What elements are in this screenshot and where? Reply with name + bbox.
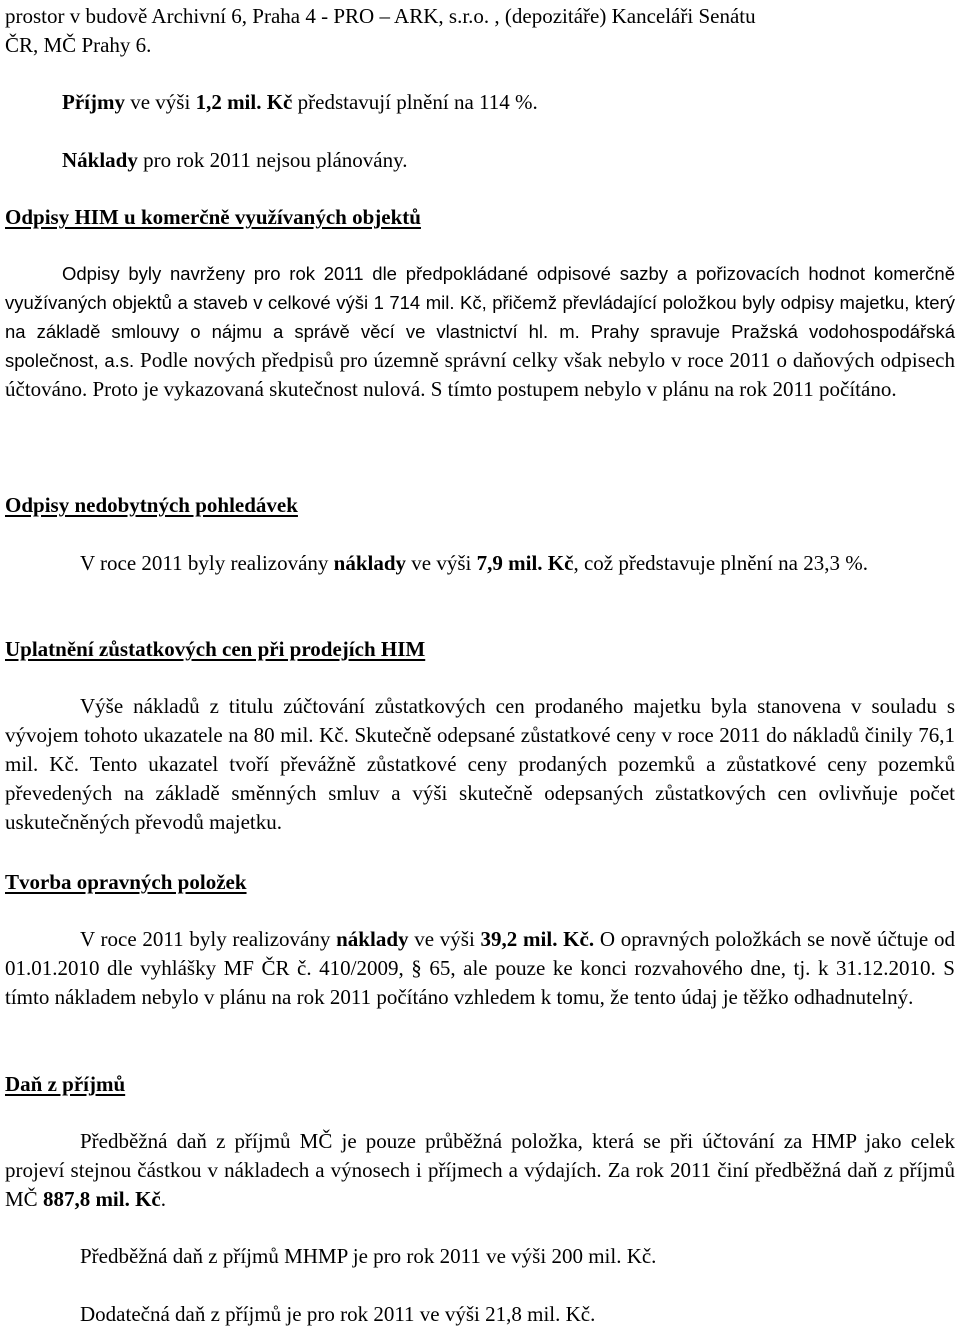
prijmy-label: Příjmy — [62, 90, 125, 114]
odpisy-him-heading: Odpisy HIM u komerčně využívaných objektů — [5, 205, 421, 229]
odpisy-ned-text-2: ve výši — [406, 551, 477, 575]
intro-line-1: prostor v budově Archivní 6, Praha 4 - PRO – ARK, s.r.o. , (depozitáře) Kanceláři Senátu — [5, 4, 756, 28]
dan-mhmp-paragraph: Předběžná daň z příjmů MHMP je pro rok 2011 ve výši 200 mil. Kč. — [80, 1244, 657, 1268]
dan-dodatecna-paragraph: Dodatečná daň z příjmů je pro rok 2011 ve výši 21,8 mil. Kč. — [80, 1302, 596, 1326]
dan-paragraph — [5, 1127, 955, 1214]
dan-heading: Daň z příjmů — [5, 1072, 126, 1096]
naklady-paragraph — [5, 146, 960, 175]
dan-text-2: . — [160, 1187, 167, 1211]
intro-line-2: ČR, MČ Prahy 6. — [5, 33, 152, 57]
uplatneni-paragraph: Výše nákladů z titulu zúčtování zůstatkových cen prodaného majetku byla stanovena v souladu s vývojem tohoto ukazatele na 80 mil. Kč. Skutečně odepsané zůstatkové ceny v roce 2011 do nákladů činily 76,1 mil. Kč. Tento ukazatel tvoří převážně zůstatkové ceny prodaných pozemků a zůstatkové ceny pozemků převedených na základě směnných smluv a výši skutečně odepsaných zůstatkových cen ovlivňuje počet uskutečněných převodů majetku. — [5, 694, 955, 834]
odpisy-him-text-1: Odpisy byly navrženy pro rok 2011 dle předpokládané odpisové sazby a pořizovacích hodnot komerčně využívaných objektů a staveb v celkové výši 1 714 mil. Kč, přičemž převládající položkou byly odpisy majetku, který na základě smlouvy o nájmu a správě věcí ve vlastnictví hl. m. Prahy spravuje Pražská vodohospodářská společnost, a.s. — [5, 263, 955, 371]
odpisy-ned-text-1: V roce 2011 byly realizovány — [80, 551, 334, 575]
naklady-text: pro rok 2011 nejsou plánovány. — [137, 148, 408, 172]
prijmy-amount: 1,2 mil. Kč — [195, 90, 293, 114]
intro-paragraph — [5, 2, 955, 60]
prijmy-paragraph — [5, 88, 960, 117]
uplatneni-heading: Uplatnění zůstatkových cen při prodejích HIM — [5, 637, 426, 661]
odpisy-him-paragraph — [5, 259, 955, 404]
odpisy-ned-text-3: , což představuje plnění na 23,3 %. — [573, 551, 868, 575]
prijmy-text-1: ve výši — [124, 90, 196, 114]
odpisy-him-text-2: Podle nových předpisů pro územně správní celky však nebylo v roce 2011 o daňových odpisech účtováno. Proto je vykazovaná skutečnost nulová. S tímto postupem nebylo v plánu na rok 2011 počítáno. — [5, 348, 956, 401]
tvorba-text-2: ve výši — [408, 927, 481, 951]
odpisy-ned-bold-1: náklady — [333, 551, 407, 575]
odpisy-nedobytnych-paragraph — [5, 549, 955, 578]
prijmy-text-2: představují plnění na 114 %. — [292, 90, 538, 114]
odpisy-nedobytnych-heading: Odpisy nedobytných pohledávek — [5, 493, 298, 517]
dan-text-1: Předběžná daň z příjmů MČ je pouze průběžná položka, která se při účtování za HMP jako celek projeví stejnou částkou v nákladech a výnosech i příjmech a výdajích. Za rok 2011 činí předběžná daň z příjmů MČ — [5, 1129, 955, 1211]
dan-amount: 887,8 mil. Kč — [42, 1187, 161, 1211]
tvorba-text-3: O opravných položkách se nově účtuje od 01.01.2010 dle vyhlášky MF ČR č. 410/2009, § 65, ale pouze ke konci rozvahového dne, tj. k 31.12.2010. S tímto nákladem nebylo v plánu na rok 2011 počítáno vzhledem k tomu, že tento údaj je těžko odhadnutelný. — [5, 927, 955, 1009]
odpisy-ned-amount: 7,9 mil. Kč — [476, 551, 574, 575]
tvorba-heading: Tvorba opravných položek — [5, 870, 247, 894]
tvorba-bold-1: náklady — [336, 927, 409, 951]
tvorba-text-1: V roce 2011 byly realizovány — [80, 927, 337, 951]
tvorba-paragraph — [5, 925, 955, 1012]
tvorba-amount: 39,2 mil. Kč. — [480, 927, 595, 951]
naklady-label: Náklady — [62, 148, 138, 172]
